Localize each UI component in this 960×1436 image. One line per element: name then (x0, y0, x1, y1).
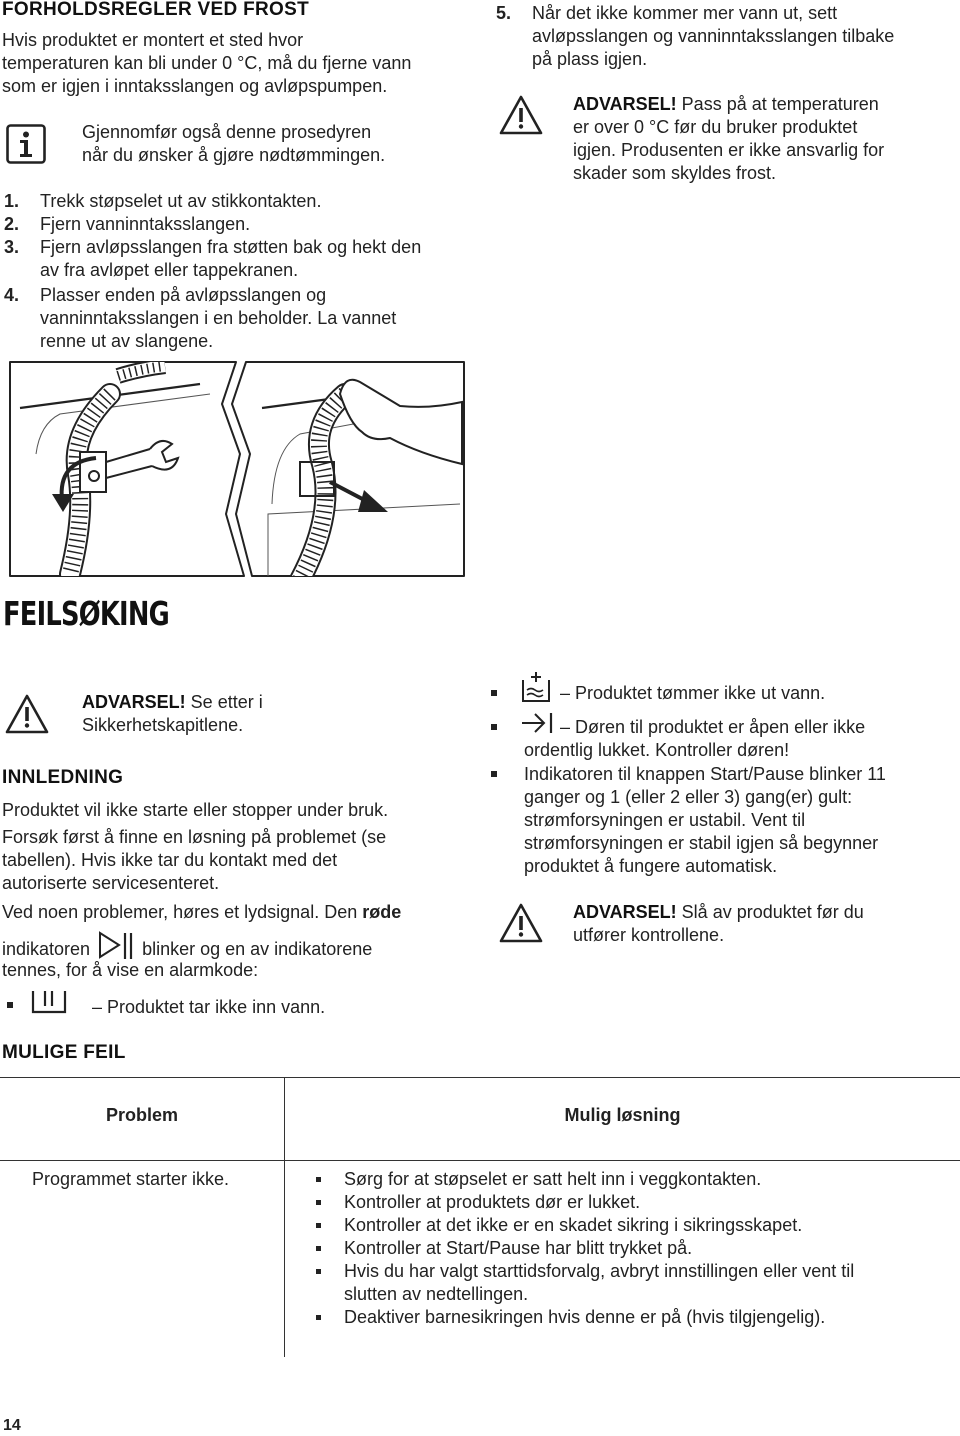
step-text-line: av fra avløpet eller tappekranen. (40, 260, 299, 280)
info-note-line: når du ønsker å gjøre nødtømmingen. (82, 145, 386, 165)
step-text (40, 236, 472, 282)
step-text-line: på plass igjen. (532, 49, 648, 69)
table-cell-problem: Programmet starter ikke. (32, 1169, 230, 1189)
solution-text: Kontroller at produktets dør er lukket. (344, 1192, 641, 1212)
frost-step-3 (4, 236, 474, 282)
paragraph-line: tabellen). Hvis ikke tar du kontakt med det (2, 850, 338, 870)
step-text (532, 2, 956, 71)
step-number: 2. (4, 214, 20, 234)
warning-label: ADVARSEL! (573, 94, 677, 114)
note-line: Indikatoren til knappen Start/Pause blinker 11 (524, 764, 886, 784)
warning-text-line: utfører kontrollene. (573, 925, 725, 945)
table-header-solution: Mulig løsning (564, 1105, 681, 1125)
section-heading-frost: FORHOLDSREGLER VED FROST (2, 0, 309, 20)
warning-label: ADVARSEL! (82, 692, 186, 712)
solution-item (316, 1260, 956, 1306)
step-number: 4. (4, 285, 20, 305)
solution-text: Hvis du har valgt starttidsforvalg, avbryt innstillingen eller vent til (344, 1261, 855, 1281)
bullet (491, 771, 497, 777)
warning-label: ADVARSEL! (573, 902, 677, 922)
warning-icon (498, 94, 544, 142)
info-note (82, 121, 385, 167)
frost-step-4 (4, 284, 474, 353)
frost-intro-line: Hvis produktet er montert et sted hvor (2, 30, 304, 50)
table-cell-solutions (316, 1168, 956, 1329)
solution-text: Kontroller at det ikke er en skadet sikring i sikringsskapet. (344, 1215, 803, 1235)
step-text-line: Fjern avløpsslangen fra støtten bak og hekt den (40, 237, 422, 257)
frost-intro-line: temperaturen kan bli under 0 °C, må du fjerne vann (2, 53, 412, 73)
solution-item (316, 1214, 956, 1237)
paragraph-emphasis: røde (362, 902, 402, 922)
note-line: produktet å fungere automatisk. (524, 856, 778, 876)
door-icon (521, 711, 555, 741)
bullet (316, 1177, 321, 1182)
step-text: Trekk støpselet ut av stikkontakten. (40, 191, 322, 211)
step-text-line: vanninntaksslangen i en beholder. La vannet (40, 308, 397, 328)
warning-text-line: Sikkerhetskapitlene. (82, 715, 244, 735)
bullet (491, 690, 497, 696)
solution-item (316, 1306, 956, 1329)
table-header-problem: Problem (105, 1105, 179, 1125)
paragraph-text: Ved noen problemer, høres et lydsignal. Den (2, 902, 363, 922)
info-note-line: Gjennomfør også denne prosedyren (82, 122, 372, 142)
frost-intro (2, 29, 411, 98)
intro-paragraph-1: Produktet vil ikke starte eller stopper under bruk. (2, 800, 389, 820)
intro-paragraph-3-end: tennes, for å vise en alarmkode: (2, 960, 259, 980)
frost-intro-line: som er igjen i inntaksslangen og avløpspumpen. (2, 76, 388, 96)
step-number: 5. (496, 3, 512, 23)
subheading-introduction: INNLEDNING (2, 767, 124, 788)
water-tap-icon (30, 989, 68, 1021)
frost-step-2 (4, 213, 474, 236)
bullet (316, 1246, 321, 1251)
warning-text: Pass på at temperaturen (676, 94, 879, 114)
step-number: 3. (4, 237, 20, 257)
bullet (316, 1269, 321, 1274)
frost-step-1 (4, 190, 474, 213)
solution-text: Sørg for at støpselet er satt helt inn i veggkontakten. (344, 1169, 762, 1189)
solution-text: slutten av nedtellingen. (344, 1284, 529, 1304)
note-line: strømforsyningen er ustabil. Vent til (524, 810, 806, 830)
alarm-water-in: – Produktet tar ikke inn vann. (92, 997, 326, 1017)
safety-warning (82, 691, 263, 737)
info-icon (6, 124, 46, 170)
note-line: ganger og 1 (eller 2 eller 3) gang(er) gult: (524, 787, 853, 807)
page-title: FEILSØKING (3, 594, 169, 633)
table-top-rule (0, 1077, 960, 1078)
solution-item (316, 1237, 956, 1260)
warning-text-line: igjen. Produsenten er ikke ansvarlig for (573, 140, 885, 160)
step-text-line: Når det ikke kommer mer vann ut, sett (532, 3, 838, 23)
warning-text-line: skader som skyldes frost. (573, 163, 777, 183)
checks-warning (573, 901, 864, 947)
warning-icon (498, 902, 544, 950)
start-pause-note (524, 763, 886, 878)
table-header-rule (0, 1160, 960, 1161)
note-line: strømforsyningen er stabil igjen så begynner (524, 833, 879, 853)
step-text (40, 284, 472, 353)
warning-text: Slå av produktet før du (676, 902, 864, 922)
solution-item (316, 1191, 956, 1214)
step-text: Fjern vanninntaksslangen. (40, 214, 251, 234)
warning-text-line: er over 0 °C før du bruker produktet (573, 117, 858, 137)
solution-text: Kontroller at Start/Pause har blitt trykket på. (344, 1238, 693, 1258)
warning-icon (4, 693, 50, 741)
alarm-door-line-1: – Døren til produktet er åpen eller ikke (560, 717, 866, 737)
step-text-line: avløpsslangen og vanninntaksslangen tilbake (532, 26, 895, 46)
solution-text: Deaktiver barnesikringen hvis denne er på (hvis tilgjengelig). (344, 1307, 826, 1327)
page-number: 14 (3, 1417, 21, 1434)
bullet (7, 1002, 13, 1008)
intro-paragraph-2 (2, 826, 386, 895)
alarm-door-line-2: ordentlig lukket. Kontroller døren! (524, 740, 790, 760)
bullet (491, 724, 497, 730)
paragraph-line: autoriserte servicesenteret. (2, 873, 220, 893)
intro-paragraph-3 (2, 901, 401, 924)
step-text-line: renne ut av slangene. (40, 331, 214, 351)
step-text-line: Plasser enden på avløpsslangen og (40, 285, 327, 305)
paragraph-line: Forsøk først å finne en løsning på problemet (se (2, 827, 387, 847)
paragraph-text: blinker og en av indikatorene (142, 939, 373, 959)
paragraph-text: indikatoren (2, 939, 91, 959)
frost-warning (573, 93, 958, 185)
bullet (316, 1315, 321, 1320)
bullet (316, 1223, 321, 1228)
alarm-water-out: – Produktet tømmer ikke ut vann. (560, 683, 826, 703)
frost-step-5 (496, 2, 956, 71)
subheading-possible-faults: MULIGE FEIL (2, 1042, 126, 1063)
step-number: 1. (4, 191, 20, 211)
drain-icon (521, 672, 551, 710)
hose-illustration (0, 354, 470, 588)
bullet (316, 1200, 321, 1205)
solution-item (316, 1168, 956, 1191)
warning-text: Se etter i (185, 692, 263, 712)
